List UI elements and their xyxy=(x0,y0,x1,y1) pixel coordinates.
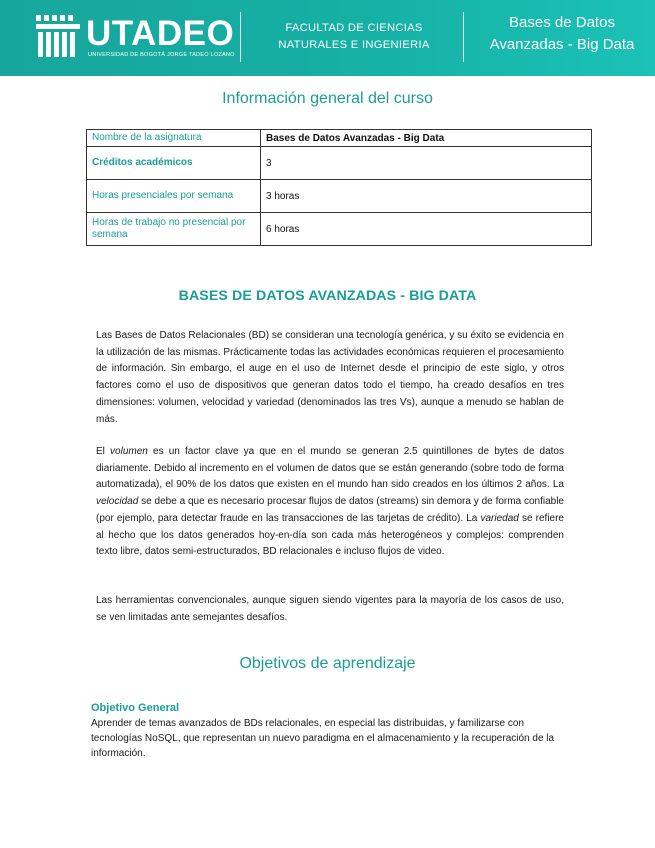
intro-paragraph: Las Bases de Datos Relacionales (BD) se consideran una tecnología genérica, y su éxito se evidencia en la utilización de las mismas. Prácticamente todas las actividades económicas requieren el procesamiento de información. Sin embargo, el auge en el uso de Internet desde el principio de este siglo, y otros factores como el uso de dispositivos que generan datos todo el tiempo, ha creado desafíos en tres dimensiones: volumen, velocidad y variedad (denominados las tres Vs), aunque a menudo se hablan de más. xyxy=(96,330,564,425)
info-section-title: Información general del curso xyxy=(222,90,433,107)
three-vs-paragraph xyxy=(96,444,564,561)
row-label: Nombre de la asignatura xyxy=(87,130,261,147)
table-row xyxy=(87,180,592,213)
term-velocidad: velocidad xyxy=(96,496,139,508)
table-row xyxy=(87,213,592,246)
objectives-section-title: Objetivos de aprendizaje xyxy=(239,655,416,672)
utadeo-logo xyxy=(36,13,235,61)
logo-wordmark: UTADEO xyxy=(86,14,235,53)
header-divider xyxy=(240,12,241,62)
general-objective-text: Aprender de temas avanzados de BDs relacionales, en especial las distribuidas, y familizarse con tecnologías NoSQL, que representan un nuevo paradigma en el almacenamiento y la recuperación de la información. xyxy=(91,718,555,759)
faculty-line-1: FACULTAD DE CIENCIAS xyxy=(285,22,423,34)
text-run: se debe a que es necesario procesar flujos de datos (streams) sin demora y de forma confiable (por ejemplo, para detectar fraude en las transacciones de las tarjetas de crédito). La xyxy=(96,496,564,524)
course-name xyxy=(478,12,646,56)
faculty-name xyxy=(262,20,446,54)
header-divider xyxy=(463,12,464,62)
row-label: Créditos académicos xyxy=(87,147,261,180)
utadeo-logo-mark-icon xyxy=(36,15,80,57)
text-run: es un factor clave ya que en el mundo se generan 2.5 quintillones de bytes de datos diariamente. Debido al incremento en el volumen de datos que se están generando (sobre todo de forma automatizada), el 90% de los datos que existen en el mundo han sido creados en los últimos 2 años. La xyxy=(96,446,564,491)
row-value: 3 xyxy=(261,147,592,180)
term-volumen: volumen xyxy=(110,446,148,457)
faculty-line-2: NATURALES E INGENIERIA xyxy=(278,39,430,51)
page-header xyxy=(0,0,655,76)
tools-paragraph: Las herramientas convencionales, aunque siguen siendo vigentes para la mayoría de los casos de uso, se ven limitadas ante semejantes desafíos. xyxy=(96,595,564,623)
course-main-title: BASES DE DATOS AVANZADAS - BIG DATA xyxy=(178,288,477,304)
row-value: Bases de Datos Avanzadas - Big Data xyxy=(261,130,592,147)
general-objective-heading: Objetivo General xyxy=(91,702,180,714)
row-value: 3 horas xyxy=(261,180,592,213)
row-label: Horas presenciales por semana xyxy=(87,180,261,213)
term-variedad: variedad xyxy=(480,512,519,524)
course-info-table xyxy=(86,129,592,246)
row-label: Horas de trabajo no presencial por semana xyxy=(87,213,261,246)
course-name-line-1: Bases de Datos xyxy=(509,14,615,31)
course-name-line-2: Avanzadas - Big Data xyxy=(489,36,635,53)
table-row xyxy=(87,130,592,147)
row-value: 6 horas xyxy=(261,213,592,246)
logo-subtitle: UNIVERSIDAD DE BOGOTÁ JORGE TADEO LOZANO xyxy=(88,52,235,58)
text-run: El xyxy=(96,446,111,457)
text-run: se refiere al hecho que los datos generados hoy-en-día son cada más heterogéneos y complejos: comprenden texto libre, datos semi-estructurados, BD relacionales e incluso flujos de video. xyxy=(96,512,564,558)
table-row xyxy=(87,147,592,180)
